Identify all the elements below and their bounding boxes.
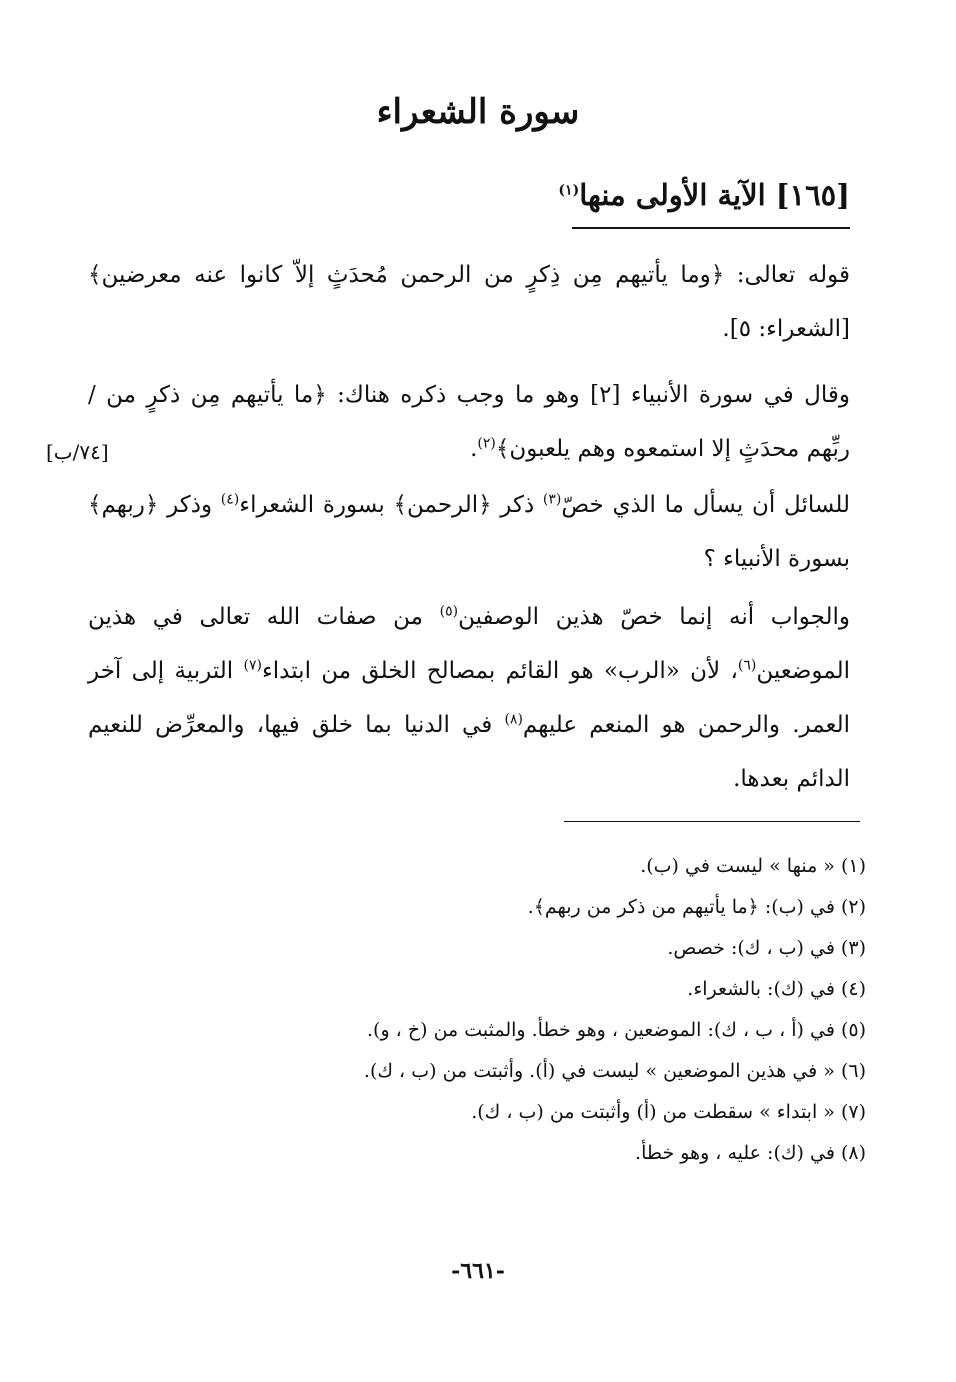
footnote-5: (٥) في (أ ، ب ، ك): الموضعين ، وهو خطأ. والمثبت من (خ ، و). xyxy=(367,1019,866,1041)
paragraph-4-text-a: والجواب أنه إنما خصّ هذين الوصفين xyxy=(458,604,851,630)
section-heading xyxy=(558,178,850,220)
paragraph-3-text-a: للسائل أن يسأل ما الذي خصّ xyxy=(561,492,851,518)
footnote-4: (٤) في (ك): بالشعراء. xyxy=(687,978,866,1000)
paragraph-1-text: قوله تعالى: ﴿وما يأتيهم مِن ذِكرٍ من الرحمن مُحدَثٍ إلاّ كانوا عنه معرضين﴾ [الشعراء: ٥]. xyxy=(88,262,850,342)
section-heading-text: [١٦٥] الآية الأولى منها xyxy=(579,178,850,212)
paragraph-4-text-c: ، لأن «الرب» هو القائم بمصالح الخلق من ابتداء xyxy=(261,658,738,684)
heading-underline xyxy=(572,227,850,229)
paragraph-3 xyxy=(88,478,850,586)
surah-title: سورة الشعراء xyxy=(376,92,580,132)
footnote-2: (٢) في (ب): ﴿ما يأتيهم من ذكر من ربهم﴾. xyxy=(527,896,866,918)
page-number: -٦٦١- xyxy=(451,1258,505,1284)
footnotes-list xyxy=(86,846,866,1174)
paragraph-1 xyxy=(88,248,850,356)
paragraph-4-text-e: في الدنيا بما خلق فيها، والمعرِّض للنعيم الدائم بعدها. xyxy=(88,712,850,792)
footnote-separator xyxy=(564,821,860,822)
footnote-3: (٣) في (ب ، ك): خصص. xyxy=(667,937,866,959)
paragraph-4 xyxy=(88,590,850,806)
footnote-ref: (١) xyxy=(558,182,580,199)
footnote-6: (٦) « في هذين الموضعين » ليست في (أ). وأثبتت من (ب ، ك). xyxy=(363,1060,866,1082)
footnote-ref: (٢) xyxy=(477,435,496,452)
manuscript-folio-note: [٧٤/ب] xyxy=(46,440,109,464)
footnote-8: (٨) في (ك): عليه ، وهو خطأ. xyxy=(635,1142,866,1164)
footnote-ref: (٤) xyxy=(220,491,240,508)
paragraph-2-text-a: وقال في سورة الأنبياء [٢] وهو ما وجب ذكره هناك: ﴿ما يأتيهم مِن ذكرٍ من / ربِّهم محدَثٍ إلا استمعوه وهم يلعبون﴾ xyxy=(88,382,850,462)
paragraph-4-text-d: التربية إلى آخر العمر. والرحمن هو المنعم عليهم xyxy=(88,658,850,738)
footnote-ref: (٣) xyxy=(542,491,562,508)
paragraph-4-text-b: من صفات الله تعالى في هذين الموضعين xyxy=(88,604,850,684)
footnote-7: (٧) « ابتداء » سقطت من (أ) وأثبتت من (ب ، ك). xyxy=(471,1101,866,1123)
footnote-ref: (٨) xyxy=(504,711,523,728)
footnote-ref: (٦) xyxy=(737,657,757,674)
paragraph-2-text-b: . xyxy=(470,436,478,462)
paragraph-3-text-c: وذكر ﴿ربهم﴾ بسورة الأنبياء ؟ xyxy=(88,492,850,572)
footnote-ref: (٧) xyxy=(243,657,262,674)
paragraph-2 xyxy=(88,368,850,476)
footnote-ref: (٥) xyxy=(439,603,459,620)
footnote-1: (١) « منها » ليست في (ب). xyxy=(640,855,866,877)
paragraph-3-text-b: ذكر ﴿الرحمن﴾ بسورة الشعراء xyxy=(239,492,543,518)
